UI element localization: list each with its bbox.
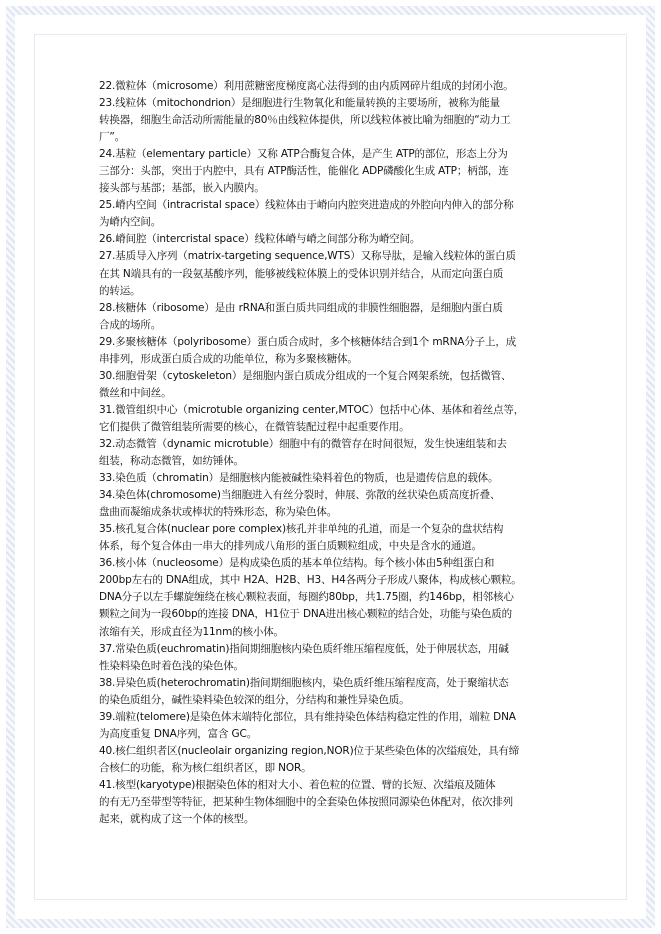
entry-22-microsome: 22.微粒体（microsome）利用蔗糖密度梯度离心法得到的由内质网碎片组成的封闭小泡。 — [99, 80, 514, 92]
entry-33-chromatin: 33.染色质（chromatin）是细胞核内能被碱性染料着色的物质，也是遗传信息的载体。 — [99, 472, 499, 485]
entry-27-matrix-targeting-sequence: 27.基质导入序列（matrix-targeting sequence,WTS）又称导肽，是输入线粒体的蛋白质 在其 N端具有的一段氨基酸序列，能够被线粒体膜上的受体识别并结合，从而定向蛋白质 的转运。 — [99, 250, 516, 297]
entry-29-polyribosome: 29.多聚核糖体（polyribosome）蛋白质合成时，多个核糖体结合到1个 mRNA分子上，成 串排列，形成蛋白质合成的功能单位，称为多聚核糖体。 — [99, 335, 517, 365]
entry-37-euchromatin: 37.常染色质(euchromatin)指间期细胞核内染色质纤维压缩程度低，处于伸展状态，用碱 性染料染色时着色浅的染色体。 — [99, 642, 509, 672]
entry-32-dynamic-microtuble: 32.动态微管（dynamic microtuble）细胞中有的微管存在时间很短，发生快速组装和去 组装，称动态微管，如纺锤体。 — [99, 437, 507, 468]
entry-30-cytoskeleton: 30.细胞骨架（cytoskeleton）是细胞内蛋白质成分组成的一个复合网架系统，包括微管、 微丝和中间丝。 — [99, 369, 512, 399]
entry-26-intercristal-space: 26.嵴间腔（intercristal space）线粒体嵴与嵴之间部分称为嵴空间。 — [99, 233, 421, 246]
entry-34-chromosome: 34.染色体(chromosome)当细胞进入有丝分裂时，伸展、弥散的丝状染色质高度折叠、 盘曲而凝缩成条状或棒状的特殊形态，称为染色体。 — [99, 489, 501, 519]
entry-24-elementary-particle: 24.基粒（elementary particle）又称 ATP合酶复合体，是产生 ATP的部位，形态上分为 三部分：头部，突出于内腔中，具有 ATP酶活性，能催化 ADP磷酸化生成 ATP；柄部，连 接头部与基部；基部，嵌入内膜内。 — [99, 148, 509, 195]
entry-28-ribosome: 28.核糖体（ribosome）是由 rRNA和蛋白质共同组成的非膜性细胞器，是细胞内蛋白质 合成的场所。 — [99, 301, 503, 331]
entry-40-nor: 40.核仁组织者区(nucleolair organizing region,NOR)位于某些染色体的次缢痕处，具有缔 合核仁的功能，称为核仁组织者区，即 NOR。 — [99, 744, 520, 774]
entry-38-heterochromatin: 38.异染色质(heterochromatin)指间期细胞核内，染色质纤维压缩程度高，处于聚缩状态 的染色质组分，碱性染料染色较深的组分，分结构和兼性异染色质。 — [99, 676, 509, 706]
entry-31-mtoc: 31.微管组织中心（microtuble organizing center,MTOC）包括中心体、基体和着丝点等， 它们提供了微管组装所需要的核心，在微管装配过程中起重要作用。 — [99, 403, 525, 433]
entry-25-intracristal-space: 25.嵴内空间（intracristal space）线粒体由于嵴向内腔突进造成的外腔向内伸入的部分称 为嵴内空间。 — [99, 199, 514, 229]
entry-23-mitochondrion: 23.线粒体（mitochondrion）是细胞进行生物氧化和能量转换的主要场所，被称为能量 转换器，细胞生命活动所需能量的80％由线粒体提供，所以线粒体被比喻为细胞的“动力工 厂”。 — [99, 97, 511, 144]
entry-36-nucleosome: 36.核小体（nucleosome）是构成染色质的基本单位结构。每个核小体由5种组蛋白和 200bp左右的 DNA组成，其中 H2A、H2B、H3、H4各两分子形成八聚体，构成核心颗粒。 DNA分子以左手螺旋缠绕在核心颗粒表面，每圈约80bp，共1.75圈，约146bp，相邻核心 颗粒之间为一段60bp的连接 DNA，H1位于 DNA进出核心颗粒的结合处，功能与染色质的 浓缩有关，形成直径为11nm的核小体。 — [99, 557, 522, 638]
document-body — [99, 78, 579, 828]
entry-35-nuclear-pore-complex: 35.核孔复合体(nuclear pore complex)核孔并非单纯的孔道，而是一个复杂的盘状结构 体系，每个复合体由一串大的排列成八角形的蛋白质颗粒组成，中央是含水的通道。 — [99, 523, 504, 553]
entry-41-karyotype: 41.核型(karyotype)根据染色体的相对大小、着色粒的位置、臂的长短、次缢痕及随体 的有无乃至带型等特征，把某种生物体细胞中的全套染色体按照同源染色体配对，依次排列 起来，就构成了这一个体的核型。 — [99, 778, 513, 826]
entry-39-telomere: 39.端粒(telomere)是染色体末端特化部位，具有维持染色体结构稳定性的作用，端粒 DNA 为高度重复 DNA序列，富含 GC。 — [99, 710, 516, 740]
